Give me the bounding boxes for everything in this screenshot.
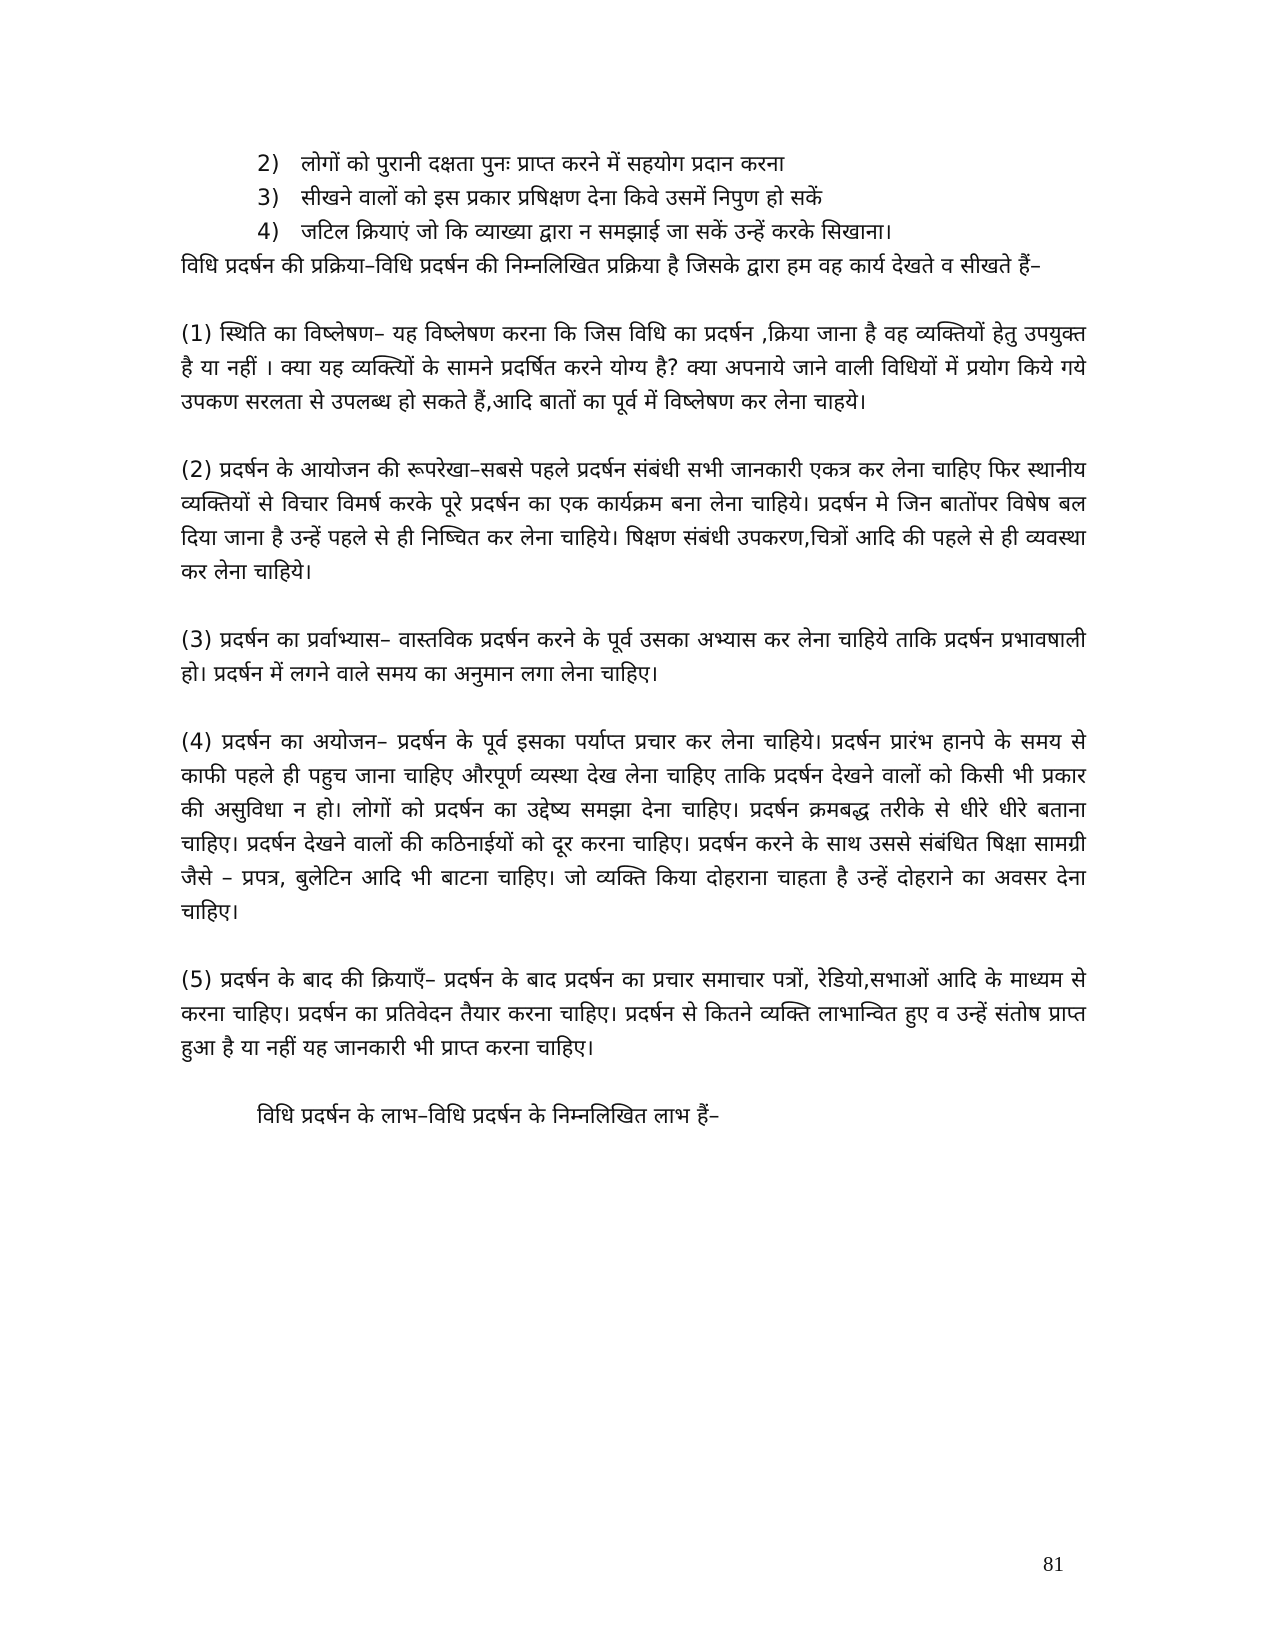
spacer [181,420,1086,454]
process-intro: विधि प्रदर्षन की प्रक्रिया–विधि प्रदर्षन की निम्नलिखित प्रक्रिया है जिसके द्वारा हम वह कार्य देखते व सीखते हैं– [181,254,1042,279]
spacer [181,930,1086,964]
list-text: लोगों को पुरानी दक्षता पुनः प्राप्त करने में सहयोग प्रदान करना [301,152,785,177]
spacer [181,1066,1086,1100]
list-number: 3) [257,186,280,211]
paragraph-situation-analysis: (1) स्थिति का विष्लेषण– यह विष्लेषण करना कि जिस विधि का प्रदर्षन ,क्रिया जाना है वह व्यक्तियों हेतु उपयुक्त है या नहीं । क्या यह व्यक्त्यिों के सामने प्रदर्षित करने योग्य है? क्या अपनाये जाने वाली विधियों में प्रयोग किये गये उपकण सरलता से उपलब्ध हो सकते हैं,आदि बातों का पूर्व में विष्लेषण कर लेना चाहये। [181,322,1086,415]
page-content [181,148,1086,1134]
list-number: 2) [257,152,280,177]
spacer [181,284,1086,318]
spacer [181,590,1086,624]
list-text: सीखने वालों को इस प्रकार प्रषिक्षण देना किवे उसमें निपुण हो सकें [301,186,823,211]
paragraph-demonstration-outline: (2) प्रदर्षन के आयोजन की रूपरेखा–सबसे पहले प्रदर्षन संबंधी सभी जानकारी एकत्र कर लेना चाहिए फिर स्थानीय व्यक्तियों से विचार विमर्ष करके पूरे प्रदर्षन का एक कार्यक्रम बना लेना चाहिये। प्रदर्षन मे जिन बातोंपर विषेष बल दिया जाना है उन्हें पहले से ही निष्चित कर लेना चाहिये। षिक्षण संबंधी उपकरण,चित्रों आदि की पहले से ही व्यवस्था कर लेना चाहिये। [181,458,1086,585]
list-item [257,148,1086,182]
list-item [257,216,1086,250]
spacer [181,692,1086,726]
benefits-heading: विधि प्रदर्षन के लाभ–विधि प्रदर्षन के निम्नलिखित लाभ हैं– [257,1104,720,1129]
list-item [257,182,1086,216]
list-number: 4) [257,220,280,245]
paragraph-rehearsal: (3) प्रदर्षन का प्रर्वाभ्यास– वास्तविक प्रदर्षन करने के पूर्व उसका अभ्यास कर लेना चाहिये ताकि प्रदर्षन प्रभावषाली हो। प्रदर्षन में लगने वाले समय का अनुमान लगा लेना चाहिए। [181,628,1086,687]
list-text: जटिल क्रियाएं जो कि व्याख्या द्वारा न समझाई जा सकें उन्हें करके सिखाना। [301,220,892,245]
paragraph-post-activities: (5) प्रदर्षन के बाद की क्रियाएँ– प्रदर्षन के बाद प्रदर्षन का प्रचार समाचार पत्रों, रेडियो,सभाओं आदि के माध्यम से करना चाहिए। प्रदर्षन का प्रतिवेदन तैयार करना चाहिए। प्रदर्षन से कितने व्यक्ति लाभान्वित हुए व उन्हें संतोष प्राप्त हुआ है या नहीं यह जानकारी भी प्राप्त करना चाहिए। [181,968,1086,1061]
paragraph-organization: (4) प्रदर्षन का अयोजन– प्रदर्षन के पूर्व इसका पर्याप्त प्रचार कर लेना चाहिये। प्रदर्षन प्रारंभ हानपे के समय से काफी पहले ही पहुच जाना चाहिए औरपूर्ण व्यस्था देख लेना चाहिए ताकि प्रदर्षन देखने वालों को किसी भी प्रकार की असुविधा न हो। लोगों को प्रदर्षन का उद्देष्य समझा देना चाहिए। प्रदर्षन क्रमबद्ध तरीके से धीरे धीरे बताना चाहिए। प्रदर्षन देखने वालों की कठिनाईयों को दूर करना चाहिए। प्रदर्षन करने के साथ उससे संबंधित षिक्षा सामग्री जैसे – प्रपत्र, बुलेटिन आदि भी बाटना चाहिए। जो व्यक्ति किया दोहराना चाहता है उन्हें दोहराने का अवसर देना चाहिए। [181,730,1086,925]
page-number: 81 [1043,1552,1064,1576]
